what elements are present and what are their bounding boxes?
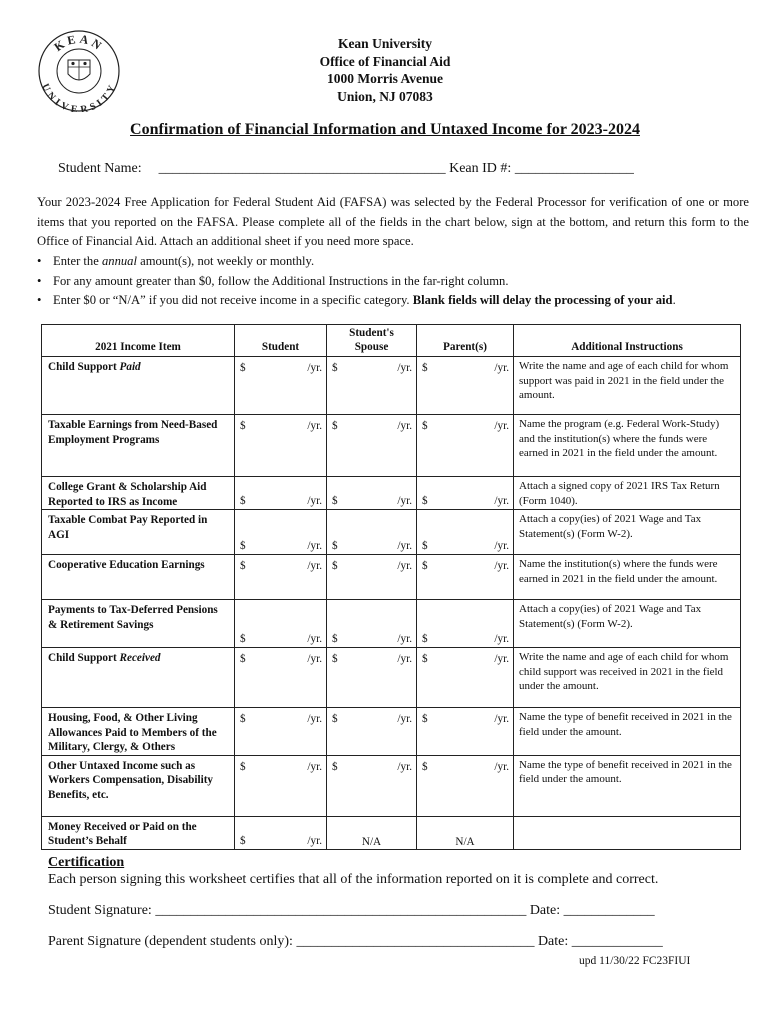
spouse-amount-field[interactable]: $ /yr. [327, 708, 417, 756]
student-name-row [58, 161, 634, 177]
instruction-cell: Attach a signed copy of 2021 IRS Tax Return (Form 1040). [514, 477, 741, 510]
income-item-college-grant-scholarship: College Grant & Scholarship Aid Reported to IRS as Income [42, 477, 235, 510]
instruction-cell: Attach a copy(ies) of 2021 Wage and Tax Statement(s) (Form W-2). [514, 600, 741, 648]
student-amount-field[interactable]: $ /yr. [235, 755, 327, 816]
income-item-money-on-students-behalf: Money Received or Paid on the Student’s Behalf [42, 816, 235, 849]
table-row [42, 600, 741, 648]
spouse-amount-field[interactable]: $ /yr. [327, 357, 417, 415]
instruction-cell: Name the institution(s) where the funds were earned in 2021 in the field under the amount. [514, 555, 741, 600]
instruction-cell: Attach a copy(ies) of 2021 Wage and Tax Statement(s) (Form W-2). [514, 510, 741, 555]
kean-id-label: Kean ID #: [449, 161, 512, 176]
instruction-cell: Name the type of benefit received in 2021 in the field under the amount. [514, 708, 741, 756]
table-row [42, 510, 741, 555]
income-table [41, 324, 741, 850]
table-row [42, 816, 741, 849]
form-version-footer: upd 11/30/22 FC23FIUI [579, 955, 691, 967]
logo-text-top: KEAN [51, 31, 107, 55]
spouse-amount-field[interactable]: $ /yr. [327, 755, 417, 816]
header-line-3: 1000 Morris Avenue [327, 71, 443, 86]
student-signature-line[interactable]: Student Signature: _____________________________________________________ Date: _____________ [48, 903, 655, 918]
income-item-cooperative-education: Cooperative Education Earnings [42, 555, 235, 600]
parent-amount-field[interactable]: $ /yr. [417, 477, 514, 510]
header-additional-instructions: Additional Instructions [514, 325, 741, 357]
bullet-annual: • Enter the annual amount(s), not weekly or monthly. [37, 252, 676, 272]
header-income-item: 2021 Income Item [42, 325, 235, 357]
student-name-field[interactable]: _________________________________________ [158, 161, 446, 176]
parent-amount-field[interactable]: $ /yr. [417, 600, 514, 648]
parent-signature-line[interactable]: Parent Signature (dependent students only): __________________________________ Date: _____________ [48, 934, 663, 949]
parent-amount-field[interactable]: $ /yr. [417, 510, 514, 555]
table-row [42, 648, 741, 708]
income-item-other-untaxed-income: Other Untaxed Income such as Workers Compensation, Disability Benefits, etc. [42, 755, 235, 816]
student-amount-field[interactable]: $ /yr. [235, 600, 327, 648]
intro-paragraph: Your 2023-2024 Free Application for Federal Student Aid (FAFSA) was selected by the Federal Processor for verification of one or more items that you reported on the FAFSA. Please complete all of the fields in the chart below, sign at the bottom, and return this form to the Office of Financial Aid. Attach an additional sheet if you need more space. [37, 195, 749, 248]
header-line-4: Union, NJ 07083 [337, 88, 433, 104]
student-name-label: Student Name: [58, 161, 142, 176]
student-amount-field[interactable]: $ /yr. [235, 415, 327, 477]
parent-amount-field[interactable]: $ /yr. [417, 648, 514, 708]
student-amount-field[interactable]: $ /yr. [235, 555, 327, 600]
instruction-bullets [37, 252, 676, 311]
student-amount-field[interactable]: $ /yr. [235, 510, 327, 555]
certification-heading: Certification [48, 855, 125, 870]
spouse-amount-field[interactable]: $ /yr. [327, 477, 417, 510]
spouse-amount-field[interactable]: $ /yr. [327, 555, 417, 600]
header-parents: Parent(s) [417, 325, 514, 357]
student-amount-field[interactable]: $ /yr. [235, 816, 327, 849]
parent-na-cell: N/A [417, 816, 514, 849]
kean-id-field[interactable]: _________________ [514, 161, 634, 176]
spouse-na-cell: N/A [327, 816, 417, 849]
student-amount-field[interactable]: $ /yr. [235, 477, 327, 510]
parent-amount-field[interactable]: $ /yr. [417, 357, 514, 415]
income-item-tax-deferred-pensions: Payments to Tax-Deferred Pensions & Retirement Savings [42, 600, 235, 648]
parent-amount-field[interactable]: $ /yr. [417, 755, 514, 816]
logo-text-bottom: UNIVERSITY [39, 82, 119, 112]
table-row [42, 415, 741, 477]
spouse-amount-field[interactable]: $ /yr. [327, 600, 417, 648]
student-amount-field[interactable]: $ /yr. [235, 648, 327, 708]
header-line-1: Kean University [337, 36, 433, 51]
header-student: Student [235, 325, 327, 357]
table-row [42, 477, 741, 510]
income-item-combat-pay: Taxable Combat Pay Reported in AGI [42, 510, 235, 555]
spouse-amount-field[interactable]: $ /yr. [327, 415, 417, 477]
income-item-need-based-employment: Taxable Earnings from Need-Based Employment Programs [42, 415, 235, 477]
instruction-cell: Write the name and age of each child for whom child support was received in 2021 in the field under the amount. [514, 648, 741, 708]
header-line-2: Office of Financial Aid [319, 53, 451, 69]
parent-amount-field[interactable]: $ /yr. [417, 708, 514, 756]
instruction-cell: Name the program (e.g. Federal Work-Study) and the institution(s) where the funds were earned in 2021 in the field under the amount. [514, 415, 741, 477]
student-amount-field[interactable]: $ /yr. [235, 357, 327, 415]
income-item-military-clergy-allowances: Housing, Food, & Other Living Allowances Paid to Members of the Military, Clergy, & Others [42, 708, 235, 756]
table-row [42, 708, 741, 756]
certification-text: Each person signing this worksheet certifies that all of the information reported on it is complete and correct. [48, 872, 659, 887]
header-spouse: Student's Spouse [327, 325, 417, 357]
income-item-child-support-paid: Child Support Paid [42, 357, 235, 415]
bullet-blank-fields: • Enter $0 or “N/A” if you did not receive income in a specific category. Blank fields will delay the processing of your aid. [37, 291, 676, 311]
table-row [42, 555, 741, 600]
form-title: Confirmation of Financial Information and Untaxed Income for 2023-2024 [130, 121, 640, 138]
institution-header [0, 35, 770, 105]
instruction-cell: Name the type of benefit received in 2021 in the field under the amount. [514, 755, 741, 816]
bullet-additional-instructions: • For any amount greater than $0, follow the Additional Instructions in the far-right column. [37, 272, 676, 292]
parent-amount-field[interactable]: $ /yr. [417, 555, 514, 600]
income-item-child-support-received: Child Support Received [42, 648, 235, 708]
spouse-amount-field[interactable]: $ /yr. [327, 510, 417, 555]
spouse-amount-field[interactable]: $ /yr. [327, 648, 417, 708]
instruction-cell-empty [514, 816, 741, 849]
table-row [42, 755, 741, 816]
table-row [42, 357, 741, 415]
parent-amount-field[interactable]: $ /yr. [417, 415, 514, 477]
instruction-cell: Write the name and age of each child for whom support was paid in 2021 in the field under the amount. [514, 357, 741, 415]
student-amount-field[interactable]: $ /yr. [235, 708, 327, 756]
